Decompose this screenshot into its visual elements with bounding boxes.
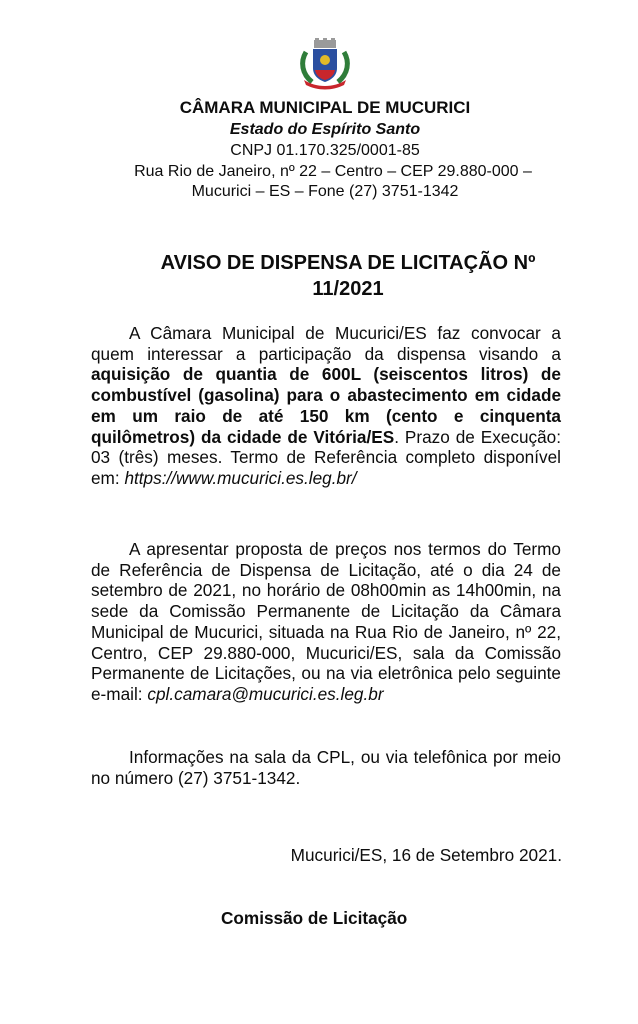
- chamber-name: CÂMARA MUNICIPAL DE MUCURICI: [179, 98, 471, 117]
- convocation-intro: A Câmara Municipal de Mucurici/ES faz convocar a quem interessar a participação da dispensa visando a: [91, 323, 561, 364]
- municipal-crest-icon: [298, 38, 352, 90]
- execution-term: . Prazo de Execução: 03 (três) meses. Termo de Referência completo disponível em:: [91, 426, 562, 488]
- paragraph-information: [91, 747, 561, 788]
- procurement-object: aquisição de quantia de 600L (seiscentos litros) de combustível (gasolina) para o abastecimento em cidade em um raio de até 150 km (cento e cinquenta quilômetros) da cidade de Vitória/ES: [91, 364, 561, 447]
- cnpj: CNPJ 01.170.325/0001-85: [230, 142, 420, 159]
- notice-title-line1: AVISO DE DISPENSA DE LICITAÇÃO Nº: [160, 252, 536, 274]
- notice-title: [118, 250, 578, 302]
- place-date: Mucurici/ES, 16 de Setembro 2021.: [290, 845, 562, 865]
- address: Rua Rio de Janeiro, nº 22 – Centro – CEP 29.880-000 –: [134, 163, 532, 180]
- state-name: Estado do Espírito Santo: [229, 121, 421, 138]
- information-text: Informações na sala da CPL, ou via telefônica por meio no número (27) 3751-1342.: [91, 747, 561, 788]
- reference-link[interactable]: https://www.mucurici.es.leg.br/: [124, 467, 357, 488]
- signer: Comissão de Licitação: [221, 908, 408, 928]
- notice-number: 11/2021: [312, 278, 384, 300]
- paragraph-convocation: [91, 323, 561, 489]
- city-phone: Mucurici – ES – Fone (27) 3751-1342: [191, 183, 459, 200]
- contact-email-link[interactable]: cpl.camara@mucurici.es.leg.br: [147, 683, 384, 704]
- paragraph-proposal: [91, 539, 561, 705]
- proposal-text: A apresentar proposta de preços nos termos do Termo de Referência de Dispensa de Licitação, até o dia 24 de setembro de 2021, no horário de 08h00min as 14h00min, na sede da Comissão Permanente de Licitação da Câmara Municipal de Mucurici, situada na Rua Rio de Janeiro, nº 22, Centro, CEP 29.880-000, Mucurici/ES, sala da Comissão Permanente de Licitações, ou na via eletrônica pelo seguinte e-mail:: [91, 539, 561, 704]
